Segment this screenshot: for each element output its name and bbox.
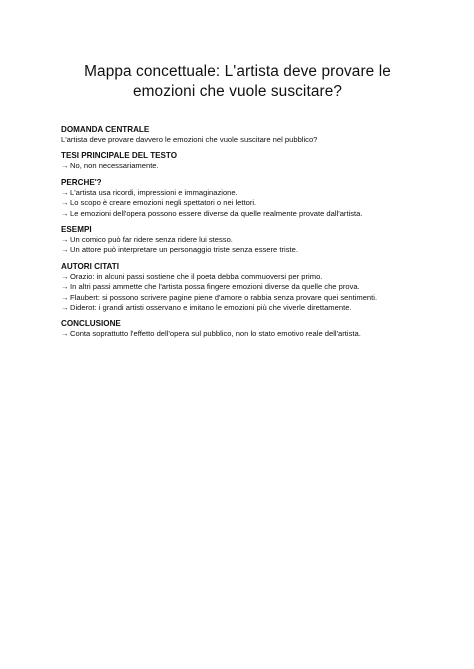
line-text: Diderot: i grandi artisti osservano e imitano le emozioni più che viverle direttamente.: [70, 303, 352, 313]
section-line: [61, 188, 414, 198]
arrow-right-icon: →: [61, 245, 69, 255]
arrow-right-icon: →: [61, 271, 69, 281]
line-text: Un attore può interpretare un personaggio triste senza essere triste.: [70, 245, 298, 255]
arrow-right-icon: →: [61, 235, 69, 245]
section-heading: ESEMPI: [61, 225, 92, 235]
line-text: Conta soprattutto l'effetto dell'opera sul pubblico, non lo stato emotivo reale dell'artista.: [70, 329, 361, 339]
section-line: [61, 198, 414, 208]
section-conclusione: [61, 318, 414, 339]
section-perche: [61, 177, 414, 219]
section-tesi-principale-del-testo: [61, 150, 414, 171]
section-line: [61, 293, 414, 303]
line-text: In altri passi ammette che l'artista possa fingere emozioni diverse da quelle che prova.: [70, 282, 360, 292]
section-line: [61, 135, 414, 145]
concept-map-content: [61, 124, 414, 340]
page-title: [61, 62, 414, 102]
section-line: [61, 209, 414, 219]
section-heading: TESI PRINCIPALE DEL TESTO: [61, 151, 178, 161]
arrow-right-icon: →: [61, 208, 69, 218]
line-text: L'artista usa ricordi, impressioni e immaginazione.: [70, 187, 238, 197]
line-text: No, non necessariamente.: [70, 161, 159, 171]
arrow-right-icon: →: [61, 187, 69, 197]
arrow-right-icon: →: [61, 329, 69, 339]
section-line: [61, 282, 414, 292]
section-heading: DOMANDA CENTRALE: [61, 125, 150, 134]
line-text: L'artista deve provare davvero le emozioni che vuole suscitare nel pubblico?: [61, 135, 318, 144]
line-text: Lo scopo è creare emozioni negli spettatori o nei lettori.: [70, 198, 257, 208]
section-line: [61, 235, 414, 245]
line-text: Flaubert: si possono scrivere pagine piene d'amore o rabbia senza provare quei sentimenti.: [70, 292, 378, 302]
section-heading: PERCHE'?: [61, 177, 102, 187]
section-line: [61, 303, 414, 313]
section-autori-citati: [61, 261, 414, 314]
line-text: Un comico può far ridere senza ridere lui stesso.: [70, 235, 233, 245]
section-heading: CONCLUSIONE: [61, 319, 121, 329]
line-text: Orazio: in alcuni passi sostiene che il poeta debba commuoversi per primo.: [70, 271, 323, 281]
arrow-right-icon: →: [61, 282, 69, 292]
arrow-right-icon: →: [61, 198, 69, 208]
section-domanda-centrale: [61, 124, 414, 145]
arrow-right-icon: →: [61, 161, 69, 171]
title-line-1: Mappa concettuale: L'artista deve provare le: [84, 63, 391, 80]
section-line: [61, 245, 414, 255]
section-heading: AUTORI CITATI: [61, 261, 119, 271]
section-line: [61, 161, 414, 171]
arrow-right-icon: →: [61, 303, 69, 313]
arrow-right-icon: →: [61, 292, 69, 302]
section-line: [61, 272, 414, 282]
line-text: Le emozioni dell'opera possono essere diverse da quelle realmente provate dall'artista.: [70, 208, 363, 218]
title-line-2: emozioni che vuole suscitare?: [132, 83, 343, 100]
section-line: [61, 329, 414, 339]
section-esempi: [61, 224, 414, 256]
